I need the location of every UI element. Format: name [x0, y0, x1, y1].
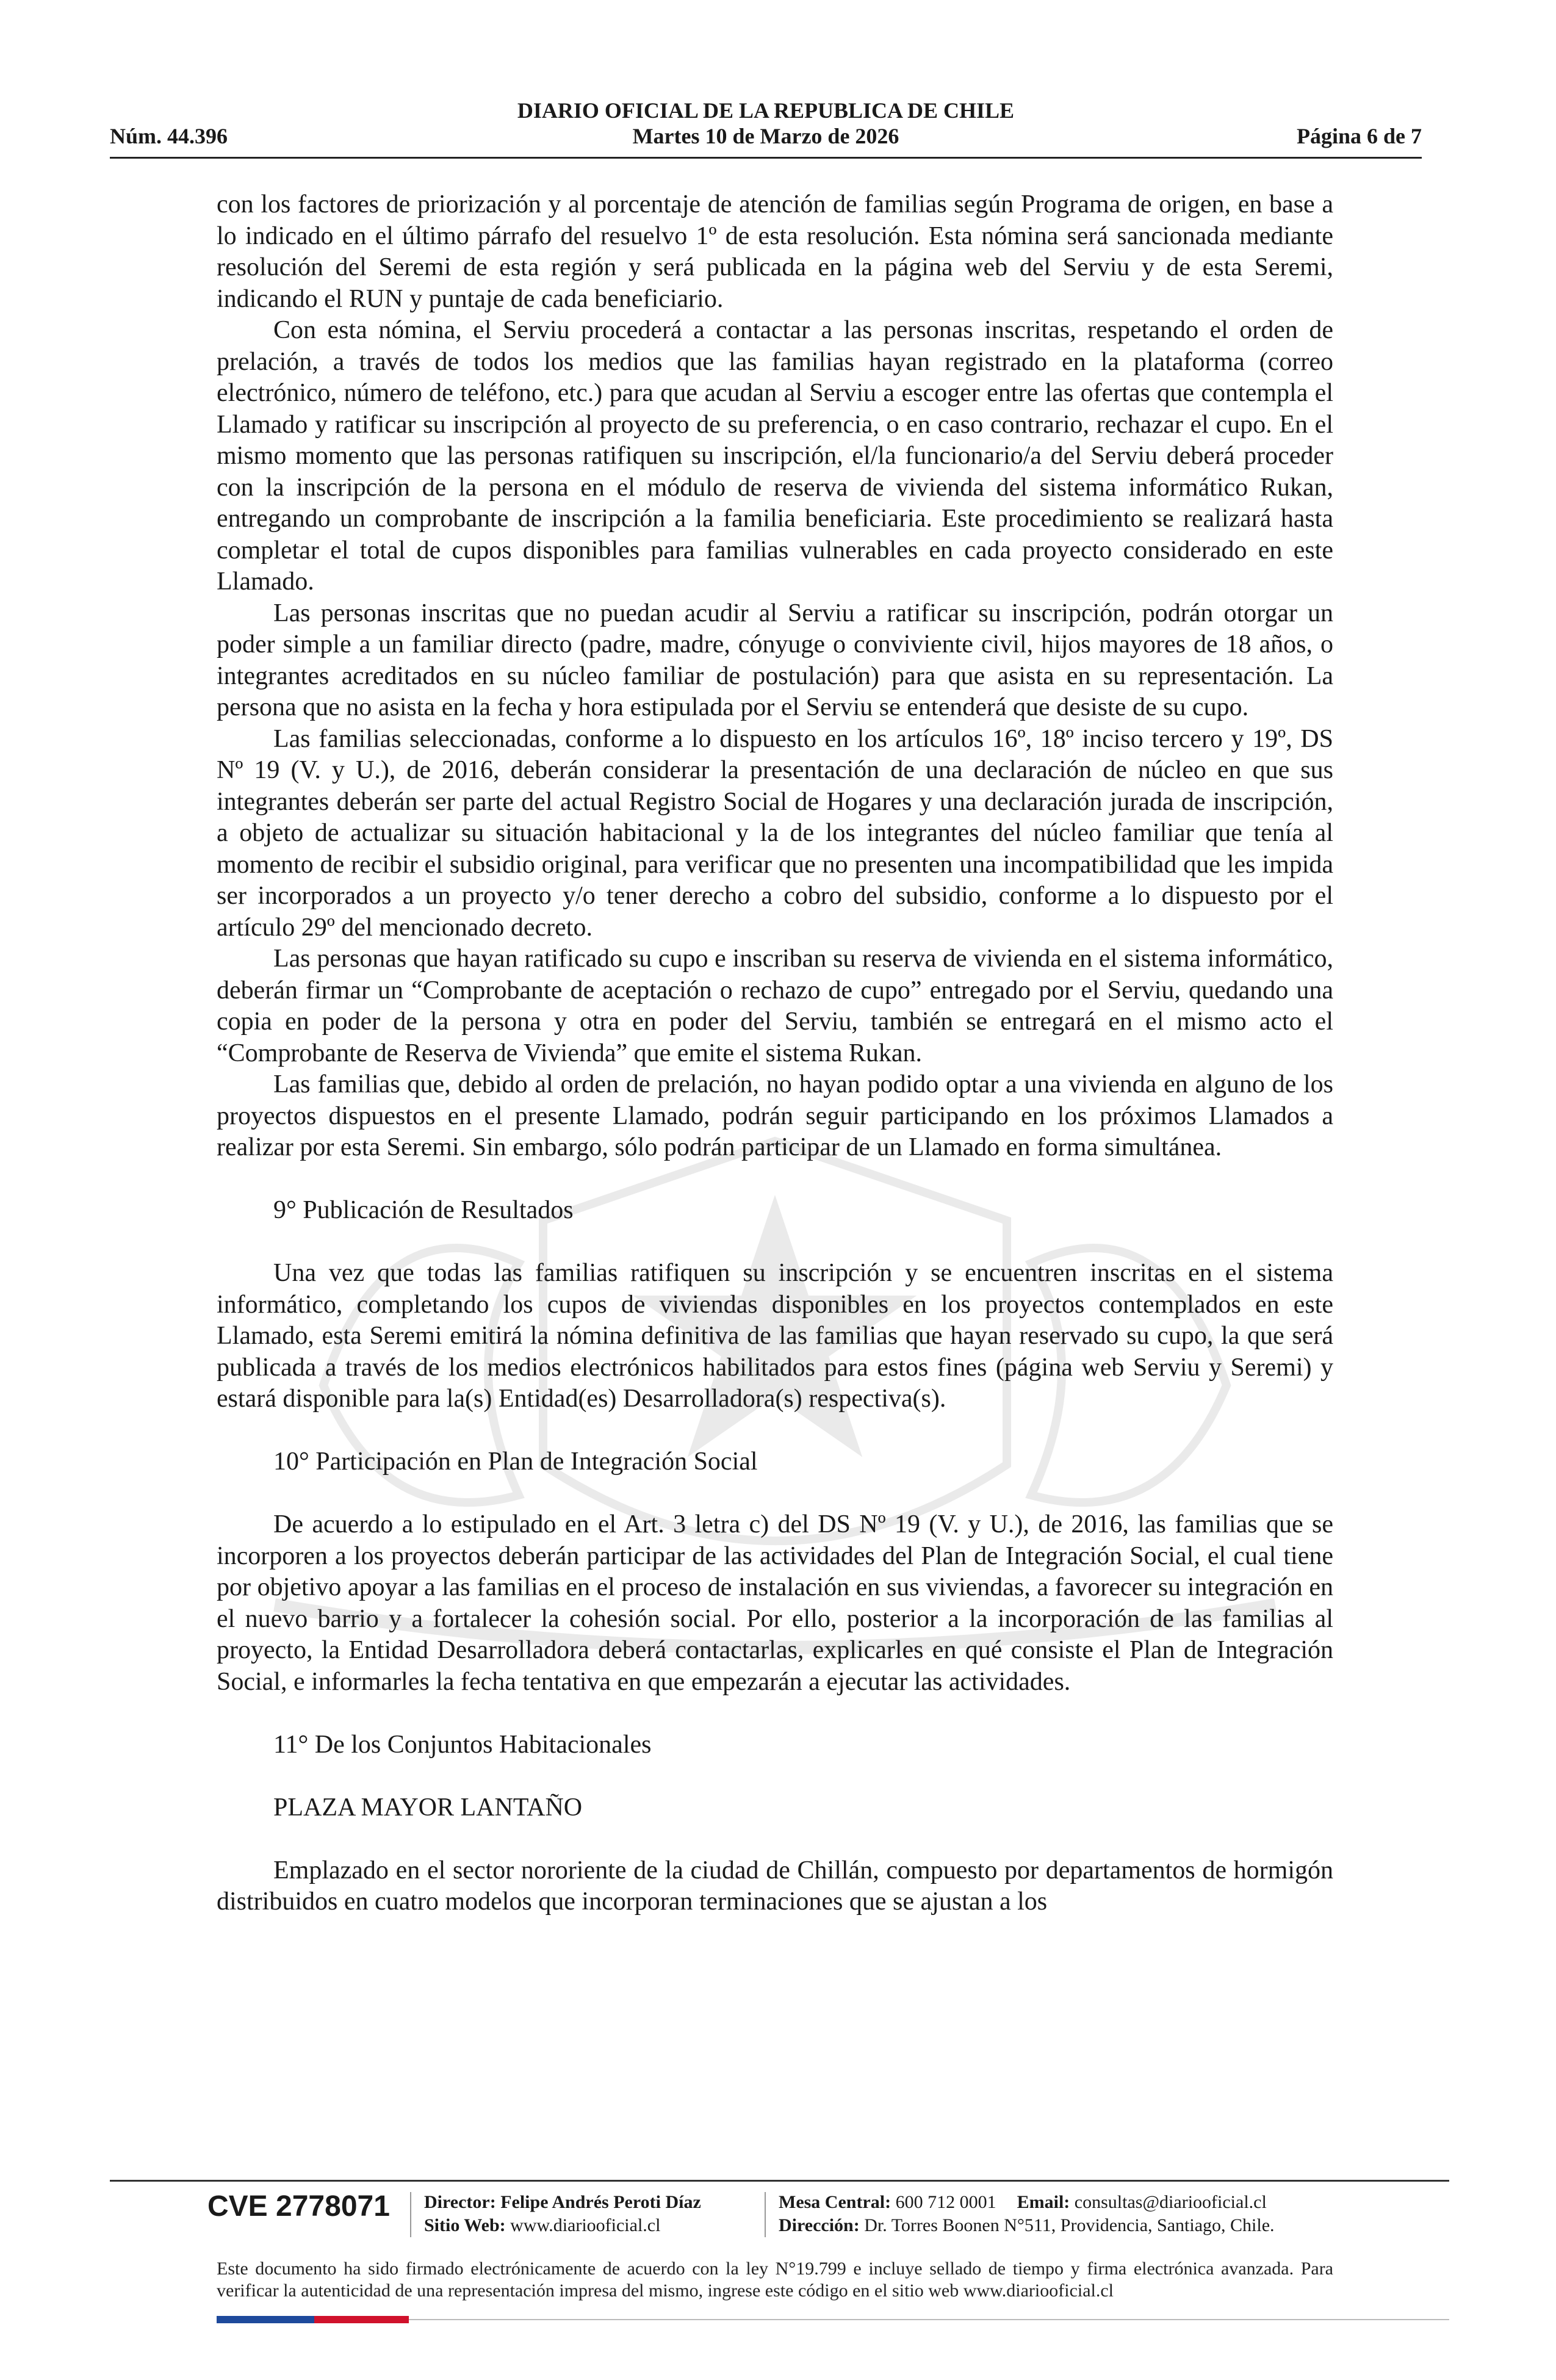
- paragraph: De acuerdo a lo estipulado en el Art. 3 letra c) del DS Nº 19 (V. y U.), de 2016, las familias que se incorporen a los proyectos deberán participar de las actividades del Plan de Integración Social, el cual tiene por objetivo apoyar a las familias en el proceso de instalación en sus viviendas, a favorecer su integración en el nuevo barrio y a fortalecer la cohesión social. Por ello, posterior a la incorporación de las familias al proyecto, la Entidad Desarrolladora deberá contactarlas, explicarles en qué consiste el Plan de Integración Social, e informarles la fecha tentativa en que empezarán a ejecutar las actividades.: [217, 1510, 1333, 1696]
- footer-director-block: [424, 2191, 701, 2237]
- address-value: Dr. Torres Boonen N°511, Providencia, Santiago, Chile.: [864, 2215, 1275, 2235]
- paragraph: Con esta nómina, el Serviu procederá a contactar a las personas inscritas, respetando el orden de prelación, a través de todos los medios que las familias hayan registrado en la plataforma (correo electrónico, número de teléfono, etc.) para que acudan al Serviu a escoger entre las ofertas que contempla el Llamado y ratificar su inscripción al proyecto de su preferencia, o en caso contrario, rechazar el cupo. En el mismo momento que las personas ratifiquen su inscripción, el/la funcionario/a del Serviu deberá proceder con la inscripción de la persona en el módulo de reserva de vivienda del sistema informático Rukan, entregando un comprobante de inscripción a la familia beneficiaria. Este procedimiento se realizará hasta completar el total de cupos disponibles para familias vulnerables en cada proyecto considerado en este Llamado.: [217, 316, 1333, 596]
- mesa-phone: 600 712 0001: [895, 2192, 996, 2212]
- email-label: Email:: [1017, 2192, 1070, 2212]
- section-heading-10: 10° Participación en Plan de Integración Social: [273, 1448, 758, 1476]
- page-header: [110, 92, 1422, 159]
- signature-note: Este documento ha sido firmado electrónicamente de acuerdo con la ley N°19.799 e incluye sellado de tiempo y firma electrónica avanzada. Para verificar la autenticidad de una representación impresa del mismo, ingrese este código en el sitio web www.diariooficial.cl: [217, 2259, 1333, 2301]
- section-heading-9: 9° Publicación de Resultados: [273, 1196, 574, 1224]
- paragraph: Las familias seleccionadas, conforme a lo dispuesto en los artículos 16º, 18º inciso tercero y 19º, DS Nº 19 (V. y U.), de 2016, deberán considerar la presentación de una declaración de núcleo en que sus integrantes deberán ser parte del actual Registro Social de Hogares y una declaración jurada de inscripción, a objeto de actualizar su situación habitacional y la de los integrantes del núcleo familiar que tenía al momento de recibir el subsidio original, para verificar que no presenten una incompatibilidad que les impida ser incorporados a un proyecto y/o tener derecho a cobro del subsidio, conforme a lo dispuesto por el artículo 29º del mencionado decreto.: [217, 724, 1333, 942]
- mesa-label: Mesa Central:: [779, 2192, 891, 2212]
- director-name: Felipe Andrés Peroti Díaz: [500, 2192, 701, 2212]
- footer-divider: [110, 2180, 1449, 2182]
- paragraph: con los factores de priorización y al porcentaje de atención de familias según Programa de origen, en base a lo indicado en el último párrafo del resuelvo 1º de esta resolución. Esta nómina será sancionada mediante resolución del Seremi de esta región y será publicada en la página web del Serviu y de esta Seremi, indicando el RUN y puntaje de cada beneficiario.: [217, 190, 1333, 313]
- page-number: Página 6 de 7: [1296, 124, 1422, 148]
- paragraph: Las personas que hayan ratificado su cupo e inscriban su reserva de vivienda en el sistema informático, deberán firmar un “Comprobante de aceptación o rechazo de cupo” entregado por el Serviu, quedando una copia en poder de la persona y otra en poder del Serviu, también se entregará en el mismo acto el “Comprobante de Reserva de Vivienda” que emite el sistema Rukan.: [217, 945, 1333, 1067]
- issue-date: Martes 10 de Marzo de 2026: [632, 124, 899, 148]
- paragraph: Las familias que, debido al orden de prelación, no hayan podido optar a una vivienda en alguno de los proyectos dispuestos en el presente Llamado, podrán seguir participando en los próximos Llamados a realizar por esta Seremi. Sin embargo, sólo podrán participar de un Llamado en forma simultánea.: [217, 1070, 1333, 1161]
- publication-title: DIARIO OFICIAL DE LA REPUBLICA DE CHILE: [517, 98, 1015, 123]
- paragraph: Las personas inscritas que no puedan acudir al Serviu a ratificar su inscripción, podrán otorgar un poder simple a un familiar directo (padre, madre, cónyuge o conviviente civil, hijos mayores de 18 años, o integrantes acreditados en su núcleo familiar de postulación) para que asista en su representación. La persona que no asista en la fecha y hora estipulada por el Serviu se entenderá que desiste de su cupo.: [217, 599, 1333, 721]
- section-heading-11: 11° De los Conjuntos Habitacionales: [273, 1730, 652, 1759]
- bottom-rule: [409, 2319, 1449, 2320]
- site-label: Sitio Web:: [424, 2215, 506, 2235]
- footer-separator: [410, 2192, 411, 2237]
- project-name: PLAZA MAYOR LANTAÑO: [273, 1793, 583, 1822]
- director-label: Director:: [424, 2192, 496, 2212]
- address-label: Dirección:: [779, 2215, 860, 2235]
- footer-separator: [765, 2192, 766, 2237]
- site-link[interactable]: www.diariooficial.cl: [510, 2215, 661, 2235]
- flag-stripe: [217, 2316, 409, 2323]
- document-body: [217, 189, 1333, 1918]
- paragraph: Una vez que todas las familias ratifiquen su inscripción y se encuentren inscritas en el sistema informático, completando los cupos de viviendas disponibles en los proyectos contemplados en este Llamado, esta Seremi emitirá la nómina definitiva de las familias que hayan reservado su cupo, la que será publicada a través de los medios electrónicos habilitados para estos fines (página web Serviu y Seremi) y estará disponible para la(s) Entidad(es) Desarrolladora(s) respectiva(s).: [217, 1259, 1333, 1413]
- cve-code: CVE 2778071: [207, 2190, 390, 2223]
- email-link[interactable]: consultas@diariooficial.cl: [1074, 2192, 1267, 2212]
- footer-contact-block: [779, 2191, 1275, 2237]
- issue-number: Núm. 44.396: [110, 124, 228, 148]
- flag-red-bar: [314, 2316, 409, 2323]
- flag-blue-bar: [217, 2316, 314, 2323]
- paragraph: Emplazado en el sector nororiente de la ciudad de Chillán, compuesto por departamentos de hormigón distribuidos en cuatro modelos que incorporan terminaciones que se ajustan a los: [217, 1856, 1333, 1916]
- header-divider: [110, 157, 1422, 159]
